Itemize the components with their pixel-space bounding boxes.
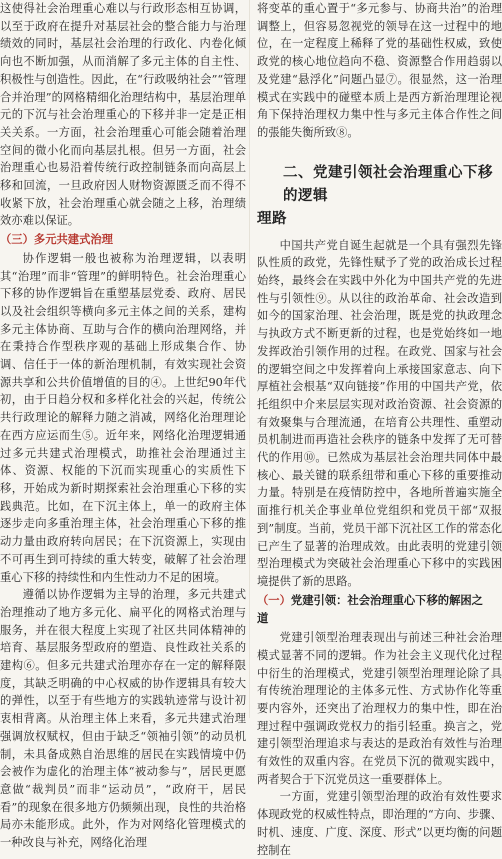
body-paragraph: 将变革的重心置于“多元参与、协商共治”的治理调整上，但容易忽视党的领导在这一过程中的地位，在一定程度上稀释了党的基础性权威，致使政党的核心地位趋向不稳、资源整合作用趋弱以及党建“悬浮化”问题凸显⑦。很显然，这一治理模式在实践中的碰壁本质上是西方新治理理论视角下保持治理权力集中性与多元主体合作性之间的張能失衡所致⑧。 xyxy=(257,2,502,139)
section-heading xyxy=(257,162,502,231)
subsection-number: （一） xyxy=(257,593,291,607)
section-heading-text: 党建引领社会治理重心下移的逻辑 xyxy=(283,164,493,204)
section-heading-continued: 理路 xyxy=(257,210,287,227)
body-paragraph: 一方面，党建引领型治理的政治有效性要求体现政党的权威性特点，即治理的“方向、步骤、时机、速度、广度、深度、形式”以更均衡的问题控制在 xyxy=(257,790,502,857)
column-divider xyxy=(249,0,250,718)
body-paragraph: 中国共产党自诞生起就是一个具有强烈先锋队性质的政党，先锋性赋予了党的政治成长过程始终，最终会在实践中外化为中国共产党的先进性与引领性⑨。从以往的政治革命、社会改造到如今的国家治理、社会治理，既是党的执政理念与执政方式不断更新的过程，也是党始终如一地发挥政治引领作用的过程。在政党、国家与社会的逻辑空间之中发挥着向上承接国家意志、向下厚植社会根基“双向链接”作用的中国共产党，依托组织中介来层层实现对政治资源、社会资源的有效聚集与合理流通，在培育公共理性、重塑动员机制进而再造社会秩序的链条中发挥了无可替代的作用⑩。已然成为基层社会治理共同体中最核心、最关键的联系纽带和重心下移的重要推动力量。特别是在疫情防控中，各地所普遍实施全面推行机关企事业单位党组织和党员干部“双报到”制度。当前，党员干部下沉社区工作的常态化已产生了显著的治理成效。由此表明的党建引领型治理模式为突破社会治理重心下移中的实践困境提供了新的思路。 xyxy=(257,238,502,588)
subsection-heading-text: 党建引领：社会治理重心下移的解困之 xyxy=(290,593,483,607)
body-paragraph: 遵循以协作逻辑为主导的治理，多元共建式治理推动了地方多元化、扁平化的网格式治理与服务，并在很大程度上实现了社区共同体精神的培育、基层服务型政府的塑造、良性政社关系的建构⑥。但多元共建式治理亦存在一定的解释限度，其缺乏明确的中心权威的协作逻辑具有较大的弹性，以至于有些地方的实践轨迹常与设计初衷相背离。从治理主体上来看，多元共建式治理强调放权赋权，但由于缺乏“领袖引领”的动员机制，未具备成熟自治思维的居民在实践情境中仍会被作为虚化的治理主体“被动参与”，居民更愿意做“裁判员”而非“运动员”，“政府干，居民看”的现象在很多地方仍频频出现，良性的共治格局亦未能形成。此外，作为对网络化管理模式的一种改良与补充，网络化治理 xyxy=(0,588,246,850)
section-subheading: （三）多元共建式治理 xyxy=(0,233,113,247)
left-column xyxy=(0,0,246,850)
body-paragraph: 这使得社会治理重心难以与行政形态相互协调，以至于政府在提升对基层社会的整合能力与治理绩效的同时，基层社会治理的行政化、内卷化倾向也不断加强，从而消解了多元主体的自主性、积极性与创造性。因此，在“行政吸纳社会”“管理合并治理”的网格精细化治理结构中，基层治理单元的下沉与社会治理重心的下移并非一定是正相关关系。一方面，社会治理重心可能会随着治理空间的微小化而向基层扎根。但另一方面，社会治理重心也易沿着传统行政控制链条而向高层上移和回流，一旦政府因人财物资源匮乏而不得不收紧下放，社会治理重心就会随之上移，治理绩效亦难以保证。 xyxy=(0,2,246,228)
subsection-heading-continued: 道 xyxy=(257,612,269,626)
section-number: 二、 xyxy=(283,164,313,181)
subsection-heading xyxy=(257,592,502,610)
right-column xyxy=(257,0,502,857)
body-paragraph: 协作逻辑一般也被称为治理逻辑，以表明其“治理”而非“管理”的鲜明特色。社会治理重心下移的协作逻辑旨在重塑基层党委、政府、居民以及社会组织等横向多元主体之间的关系，建构多元主体协商、互助与合作的横向治理网络，并在秉持合作型秩序观的基础上形成集合作、协调、信任于一体的新治理机制，有效实现社会资源共享和公共价值增值的目的④。上世纪90年代初，由于日趋分权和多样化社会的兴起，传统公共行政理论的解释力随之消减，网络化治理理论在西方应运而生⑤。近年来，网络化治理逻辑通过多元共建式治理模式，助推社会治理通过主体、资源、权能的下沉而实现重心的实质性下移，开始成为新时期探索社会治理重心下移的实践典范。比如，在下沉主体上，单一的政府主体逐步走向多重治理主体，社会治理重心下移的推动力量由政府转向居民；在下沉资源上，实现由不可再生到可持续的重大转变，破解了社会治理重心下移的持续性和内生性动力不足的困境。 xyxy=(0,251,246,584)
body-paragraph: 党建引领型治理表现出与前述三种社会治理模式显著不同的逻辑。作为社会主义现代化过程中衍生的治理模式，党建引领型治理理论除了具有传统治理理论的主体多元性、方式协作化等重要内容外，还突出了治理权力的集中性，即在治理过程中强调政党权力的指引轻重。换言之，党建引领型治理追求与表达的是政治有效性与治理有效性的双重内容。在党员下沉的微观实践中，两者契合于下沉党员这一重要群体上。 xyxy=(257,631,502,786)
